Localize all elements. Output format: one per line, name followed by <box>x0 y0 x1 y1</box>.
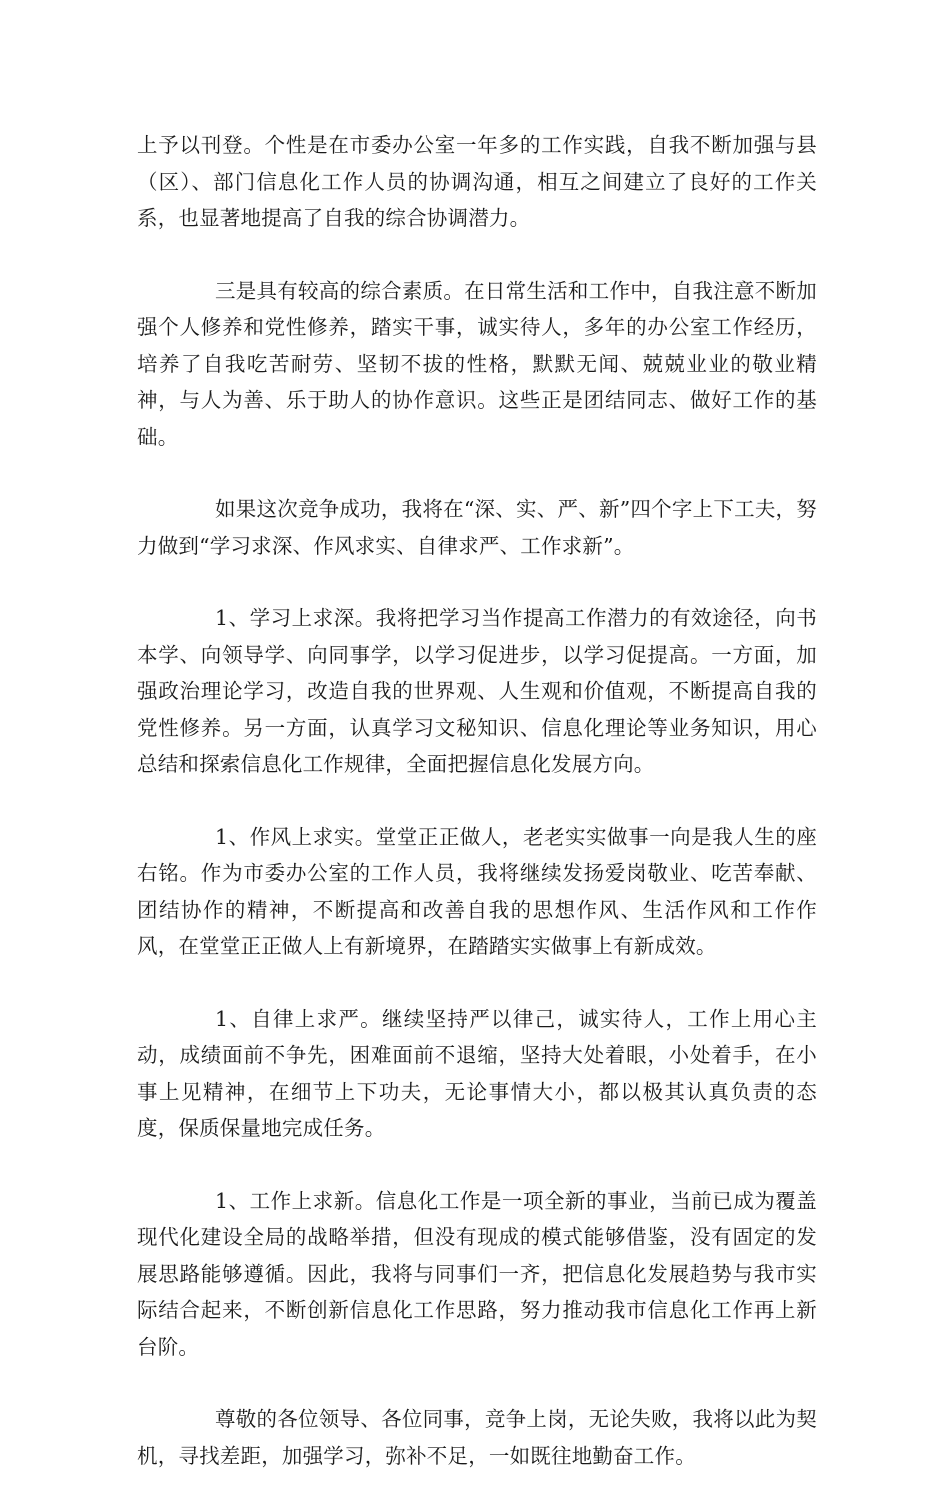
paragraph-2: 三是具有较高的综合素质。在日常生活和工作中，自我注意不断加强个人修养和党性修养，踏实干事，诚实待人，多年的办公室工作经历，培养了自我吃苦耐劳、坚韧不拔的性格，默默无闻、兢兢业业的敬业精神，与人为善、乐于助人的协作意识。这些正是团结同志、做好工作的基础。 <box>137 278 817 449</box>
paragraph-6: 1、自律上求严。继续坚持严以律己，诚实待人，工作上用心主动，成绩面前不争先，困难面前不退缩，坚持大处着眼，小处着手，在小事上见精神，在细节上下功夫，无论事情大小，都以极其认真负责的态度，保质保量地完成任务。 <box>137 1006 817 1140</box>
paragraph-5: 1、作风上求实。堂堂正正做人，老老实实做事一向是我人生的座右铭。作为市委办公室的工作人员，我将继续发扬爱岗敬业、吃苦奉献、团结协作的精神，不断提高和改善自我的思想作风、生活作风和工作作风，在堂堂正正做人上有新境界，在踏踏实实做事上有新成效。 <box>137 824 817 958</box>
document-body <box>137 127 817 1510</box>
paragraph-3: 如果这次竞争成功，我将在“深、实、严、新”四个字上下工夫，努力做到“学习求深、作风求实、自律求严、工作求新”。 <box>137 497 817 558</box>
paragraph-7: 1、工作上求新。信息化工作是一项全新的事业，当前已成为覆盖现代化建设全局的战略举措，但没有现成的模式能够借鉴，没有固定的发展思路能够遵循。因此，我将与同事们一齐，把信息化发展趋势与我市实际结合起来，不断创新信息化工作思路，努力推动我市信息化工作再上新台阶。 <box>137 1188 817 1359</box>
paragraph-4: 1、学习上求深。我将把学习当作提高工作潜力的有效途径，向书本学、向领导学、向同事学，以学习促进步，以学习促提高。一方面，加强政治理论学习，改造自我的世界观、人生观和价值观，不断提高自我的党性修养。另一方面，认真学习文秘知识、信息化理论等业务知识，用心总结和探索信息化工作规律，全面把握信息化发展方向。 <box>137 606 817 776</box>
paragraph-8: 尊敬的各位领导、各位同事，竞争上岗，无论失败，我将以此为契机，寻找差距，加强学习，弥补不足，一如既往地勤奋工作。 <box>137 1407 817 1468</box>
paragraph-1: 上予以刊登。个性是在市委办公室一年多的工作实践，自我不断加强与县（区）、部门信息化工作人员的协调沟通，相互之间建立了良好的工作关系，也显著地提高了自我的综合协调潜力。 <box>137 133 817 230</box>
